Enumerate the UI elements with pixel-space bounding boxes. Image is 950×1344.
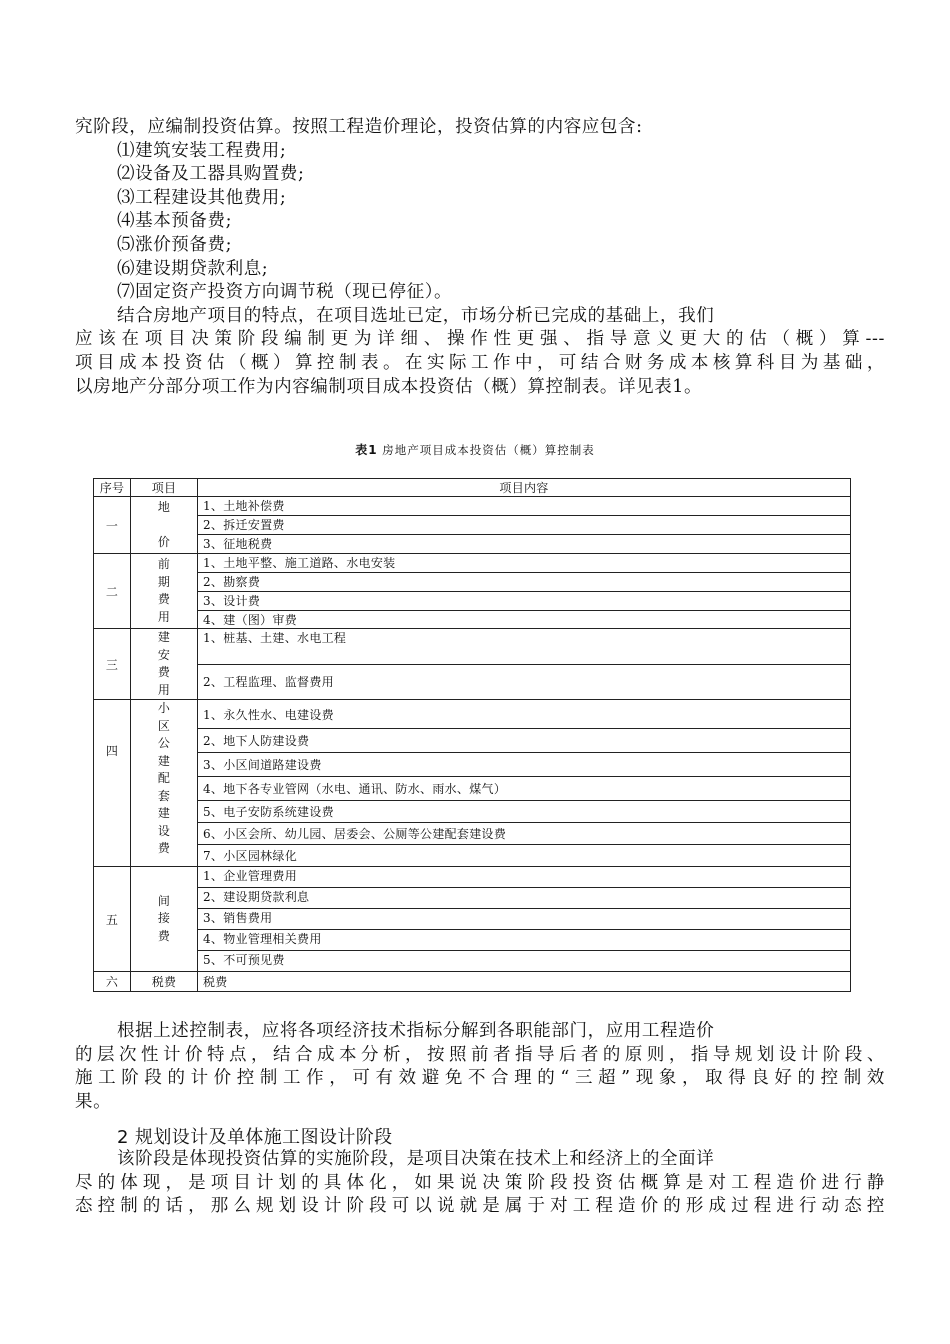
table-cell: 1、土地补偿费 — [198, 497, 851, 516]
table-header-row — [94, 479, 851, 497]
list-item: ⑷基本预备费; — [117, 211, 233, 232]
table-row — [94, 930, 851, 951]
intro-first-line: 究阶段，应编制投资估算。按照工程造价理论，投资估算的内容应包含: — [75, 117, 643, 137]
group-number: 三 — [94, 629, 131, 700]
table-cell: 4、建（图）审费 — [198, 611, 851, 629]
table-cell: 3、销售费用 — [198, 909, 851, 930]
table-cell: 4、地下各专业管网（水电、通讯、防水、雨水、煤气） — [198, 777, 851, 801]
table-cell: 2、拆迁安置费 — [198, 516, 851, 535]
group-label: 前 期 费 用 — [131, 554, 198, 629]
group-number: 四 — [94, 700, 131, 867]
list-item: ⑸涨价预备费; — [117, 234, 233, 255]
header-seq: 序号 — [94, 479, 131, 497]
table-cell: 4、物业管理相关费用 — [198, 930, 851, 951]
paragraph-line: 该阶段是体现投资估算的实施阶段，是项目决策在技术上和经济上的全面详 — [117, 1149, 715, 1169]
list-item: ⑹建设期贷款利息; — [117, 258, 269, 279]
table-row — [94, 867, 851, 888]
table-row — [94, 664, 851, 700]
paragraph-line: 态控制的话，那么规划设计阶段可以说就是属于对工程造价的形成过程进行动态控 — [75, 1196, 885, 1217]
table-row — [94, 823, 851, 845]
paragraph-line: 结合房地产项目的特点，在项目选址已定，市场分析已完成的基础上，我们 — [117, 305, 715, 326]
table-cell: 2、建设期贷款利息 — [198, 888, 851, 909]
group-label: 间 接 费 — [131, 867, 198, 972]
table-row — [94, 629, 851, 665]
table-cell: 3、征地税费 — [198, 535, 851, 554]
section-heading: 2 规划设计及单体施工图设计阶段 — [117, 1127, 393, 1148]
table-row — [94, 951, 851, 972]
table-row — [94, 777, 851, 801]
table-row — [94, 845, 851, 867]
table-cell: 1、企业管理费用 — [198, 867, 851, 888]
table-caption-title: 房地产项目成本投资估（概）算控制表 — [382, 443, 595, 457]
table-cell: 税费 — [198, 972, 851, 992]
table-cell: 3、设计费 — [198, 592, 851, 611]
table-caption — [0, 441, 950, 458]
table-row — [94, 554, 851, 573]
header-item: 项目 — [131, 479, 198, 497]
table-row — [94, 801, 851, 823]
table-cell: 1、桩基、土建、水电工程 — [198, 629, 851, 665]
cost-control-table — [93, 478, 851, 992]
list-item: ⑴建筑安装工程费用; — [117, 140, 287, 161]
paragraph-line: 项目成本投资估（概）算控制表。在实际工作中，可结合财务成本核算科目为基础， — [75, 352, 885, 373]
table-caption-number: 表1 — [355, 443, 378, 457]
table-cell: 6、小区会所、幼儿园、居委会、公厕等公建配套建设费 — [198, 823, 851, 845]
group-number: 六 — [94, 972, 131, 992]
table-row — [94, 592, 851, 611]
table-row — [94, 753, 851, 777]
table-row — [94, 700, 851, 729]
table-cell: 3、小区间道路建设费 — [198, 753, 851, 777]
paragraph-line: 的层次性计价特点，结合成本分析，按照前者指导后者的原则，指导规划设计阶段、 — [75, 1044, 885, 1065]
after-table-paragraph — [75, 1020, 885, 1114]
paragraph-line: 施工阶段的计价控制工作，可有效避免不合理的“三超”现象，取得良好的控制效 — [75, 1068, 885, 1089]
list-item: ⑶工程建设其他费用; — [117, 187, 287, 208]
table-cell: 7、小区园林绿化 — [198, 845, 851, 867]
list-item: ⑵设备及工器具购置费; — [117, 164, 305, 185]
table-row — [94, 972, 851, 992]
group-label: 小 区 公 建 配 套 建 设 费 — [131, 700, 198, 867]
table-row — [94, 516, 851, 535]
table-row — [94, 888, 851, 909]
table-cell: 1、永久性水、电建设费 — [198, 700, 851, 729]
table-row — [94, 611, 851, 629]
list-item: ⑺固定资产投资方向调节税（现已停征）。 — [117, 282, 453, 303]
table-cell: 5、电子安防系统建设费 — [198, 801, 851, 823]
table-row — [94, 729, 851, 753]
table-row — [94, 497, 851, 516]
table-cell: 2、勘察费 — [198, 573, 851, 592]
table-cell: 5、不可预见费 — [198, 951, 851, 972]
intro-section — [75, 116, 885, 399]
table-row — [94, 573, 851, 592]
group-label: 地 价 — [131, 497, 198, 554]
paragraph-line: 以房地产分部分项工作为内容编制项目成本投资估（概）算控制表。详见表1。 — [75, 376, 703, 397]
group-label: 税费 — [131, 972, 198, 992]
paragraph-line: 根据上述控制表，应将各项经济技术指标分解到各职能部门，应用工程造价 — [117, 1021, 715, 1041]
paragraph-line: 尽的体现，是项目计划的具体化，如果说决策阶段投资估概算是对工程造价进行静 — [75, 1172, 885, 1193]
table-row — [94, 535, 851, 554]
section-paragraph — [75, 1148, 885, 1219]
group-number: 五 — [94, 867, 131, 972]
paragraph-line: 应该在项目决策阶段编制更为详细、操作性更强、指导意义更大的估（概）算--- — [75, 329, 885, 350]
table-cell: 2、工程监理、监督费用 — [198, 664, 851, 700]
table-cell: 2、地下人防建设费 — [198, 729, 851, 753]
table-row — [94, 909, 851, 930]
header-content: 项目内容 — [198, 479, 851, 497]
group-label: 建 安 费 用 — [131, 629, 198, 700]
paragraph-line: 果。 — [75, 1091, 112, 1112]
table-cell: 1、土地平整、施工道路、水电安装 — [198, 554, 851, 573]
group-number: 二 — [94, 554, 131, 629]
group-number: 一 — [94, 497, 131, 554]
